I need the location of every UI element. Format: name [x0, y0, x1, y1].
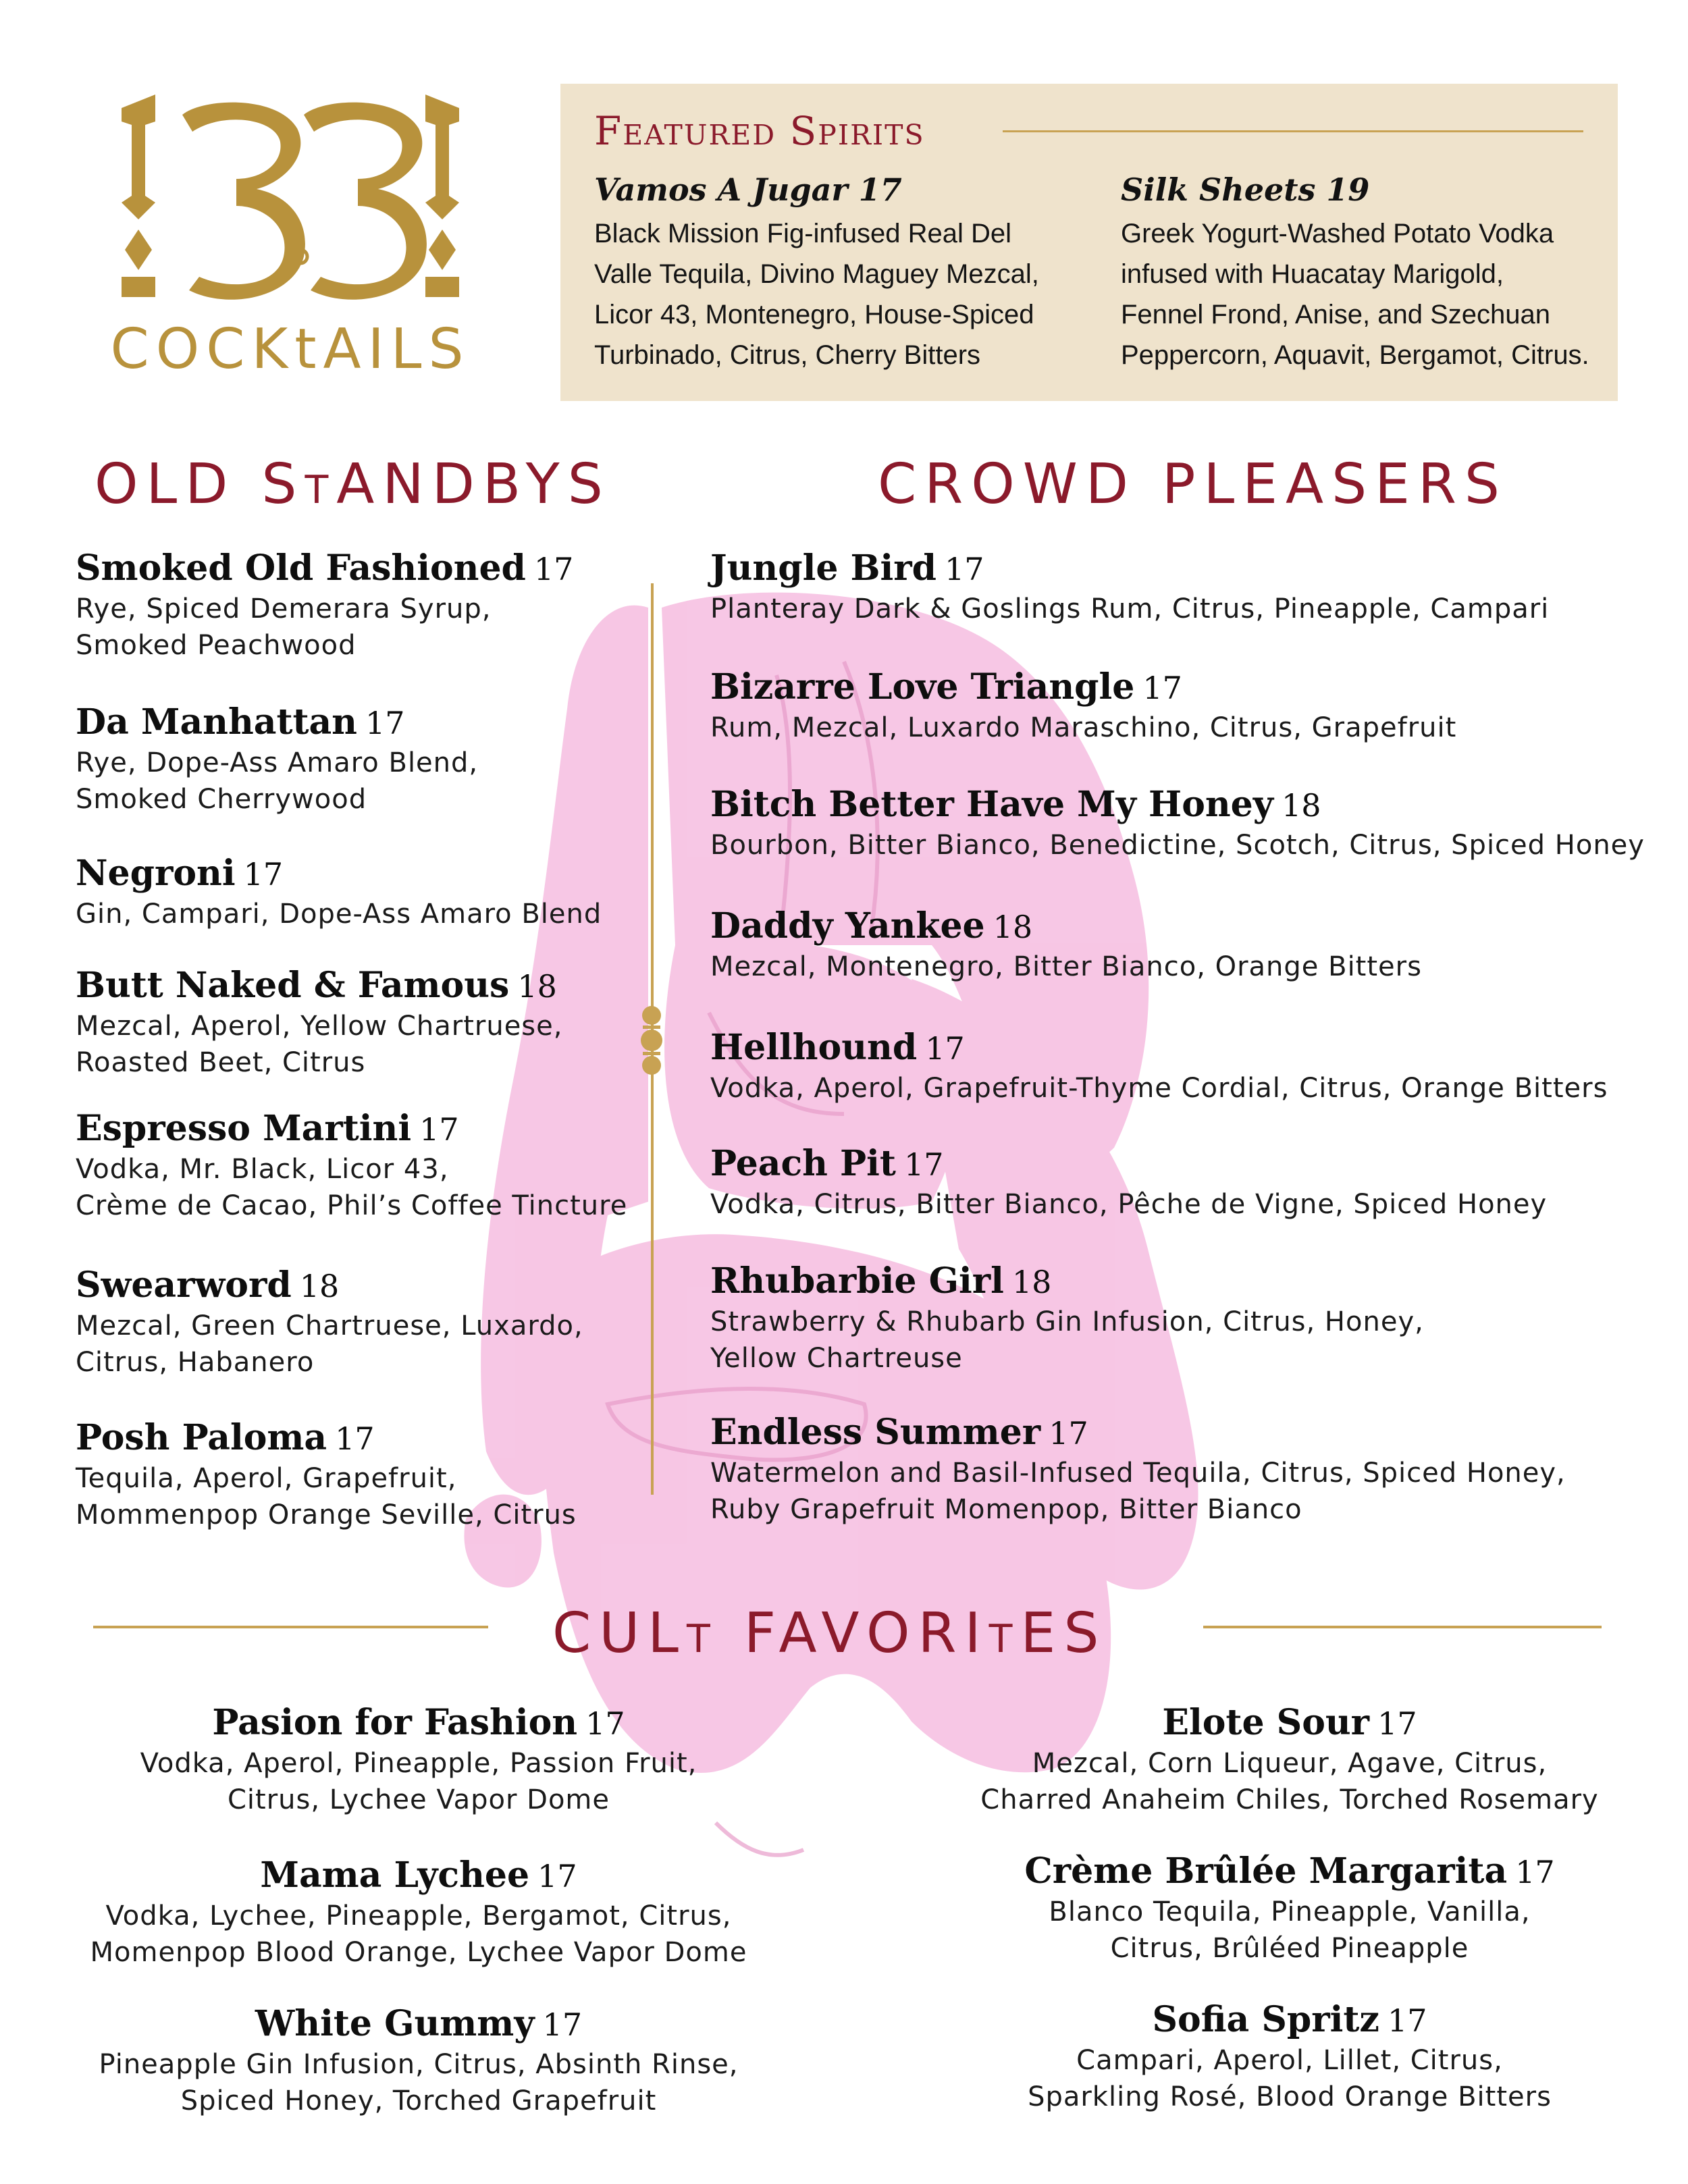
- cocktail-jungle-bird: [710, 547, 1549, 627]
- featured-item-name: Vamos A Jugar 17: [594, 171, 902, 208]
- cocktail-desc: Tequila, Aperol, Grapefruit, Mommenpop Orange Seville, Citrus: [76, 1463, 577, 1530]
- cult-rule-right: [1203, 1626, 1602, 1628]
- cocktail-name: Pasion for Fashion 17: [212, 1702, 625, 1743]
- cocktail-desc: Vodka, Lychee, Pineapple, Bergamot, Citrus, Momenpop Blood Orange, Lychee Vapor Dome: [90, 1900, 747, 1968]
- cocktail-rhubarbie-girl: [710, 1260, 1424, 1377]
- cocktail-negroni: [76, 852, 602, 932]
- cocktail-name: Sofia Spritz 17: [1152, 1999, 1427, 2040]
- cocktail-desc: Mezcal, Montenegro, Bitter Bianco, Orange Bitters: [710, 951, 1422, 982]
- cocktail-desc: Mezcal, Green Chartruese, Luxardo, Citrus, Habanero: [76, 1310, 583, 1378]
- cocktail-name: Hellhound 17: [710, 1027, 965, 1068]
- cocktail-name: Daddy Yankee 18: [710, 905, 1033, 947]
- cocktail-desc: Vodka, Mr. Black, Licor 43, Crème de Cacao, Phil’s Coffee Tincture: [76, 1154, 628, 1221]
- cocktail-white-gummy: [88, 2002, 749, 2119]
- cocktail-espresso-martini: [76, 1107, 627, 1224]
- cult-rule-left: [93, 1626, 488, 1628]
- featured-item-desc: Greek Yogurt-Washed Potato Vodka infused with Huacatay Marigold, Fennel Frond, Anise, and Szechuan Peppercorn, Aquavit, Bergamot, Citrus.: [1121, 219, 1589, 370]
- cocktail-name: Endless Summer 17: [710, 1412, 1088, 1453]
- cocktail-creme-brulee-margarita: [959, 1850, 1620, 1967]
- cocktail-name: Rhubarbie Girl 18: [710, 1260, 1052, 1302]
- cocktail-pasion-for-fashion: [88, 1701, 749, 1818]
- cocktail-name: Negroni 17: [76, 853, 284, 894]
- cocktail-peach-pit: [710, 1142, 1547, 1223]
- cocktail-butt-naked-famous: [76, 964, 562, 1081]
- cocktail-desc: Blanco Tequila, Pineapple, Vanilla, Citrus, Brûléed Pineapple: [1049, 1896, 1531, 1964]
- cocktail-desc: Campari, Aperol, Lillet, Citrus, Sparkling Rosé, Blood Orange Bitters: [1028, 2045, 1552, 2112]
- cocktail-name: Bizarre Love Triangle 17: [710, 666, 1182, 708]
- cocktail-name: Bitch Better Have My Honey 18: [710, 784, 1321, 825]
- cocktail-posh-paloma: [76, 1416, 577, 1533]
- cocktail-sofia-spritz: [959, 1998, 1620, 2115]
- cocktail-desc: Pineapple Gin Infusion, Citrus, Absinth Rinse, Spiced Honey, Torched Grapefruit: [99, 2049, 739, 2116]
- cocktail-name: Butt Naked & Famous 18: [76, 965, 557, 1006]
- crowd-pleasers-heading: CROWD PLEASERS: [878, 452, 1508, 516]
- cocktail-desc: Vodka, Citrus, Bitter Bianco, Pêche de Vigne, Spiced Honey: [710, 1189, 1548, 1220]
- logo: [88, 95, 493, 398]
- cocktail-bizarre-love-triangle: [710, 666, 1456, 746]
- cocktail-name: Mama Lychee 17: [260, 1855, 577, 1896]
- cocktail-name: Crème Brûlée Margarita 17: [1024, 1850, 1555, 1892]
- cult-favorites-heading: CULt FAVORItES: [552, 1601, 1107, 1666]
- cocktail-name: Da Manhattan 17: [76, 701, 405, 743]
- cocktail-desc: Rye, Dope-Ass Amaro Blend, Smoked Cherrywood: [76, 747, 479, 815]
- cocktail-name: Peach Pit 17: [710, 1143, 944, 1184]
- featured-divider: [1003, 130, 1583, 132]
- featured-item: [594, 171, 1067, 375]
- cocktail-desc: Mezcal, Aperol, Yellow Chartruese, Roasted Beet, Citrus: [76, 1011, 563, 1078]
- cocktail-smoked-old-fashioned: [76, 547, 573, 664]
- cocktail-desc: Planteray Dark & Goslings Rum, Citrus, Pineapple, Campari: [710, 593, 1550, 624]
- cocktail-da-manhattan: [76, 701, 478, 818]
- cocktail-desc: Strawberry & Rhubarb Gin Infusion, Citrus, Honey, Yellow Chartreuse: [710, 1306, 1424, 1374]
- cocktail-elote-sour: [959, 1701, 1620, 1818]
- cocktail-endless-summer: [710, 1411, 1566, 1528]
- cocktail-name: Espresso Martini 17: [76, 1108, 459, 1149]
- cocktail-name: Swearword 18: [76, 1264, 340, 1306]
- cocktail-name: Jungle Bird 17: [710, 548, 984, 589]
- cocktail-desc: Rum, Mezcal, Luxardo Maraschino, Citrus, Grapefruit: [710, 712, 1457, 743]
- cocktail-daddy-yankee: [710, 905, 1422, 985]
- cocktail-swearword: [76, 1264, 583, 1381]
- old-standbys-heading: OLD StANDBYS: [95, 452, 611, 516]
- divider-ornament: [635, 1003, 668, 1077]
- cocktail-desc: Bourbon, Bitter Bianco, Benedictine, Scotch, Citrus, Spiced Honey: [710, 830, 1645, 861]
- featured-item-name: Silk Sheets 19: [1121, 171, 1370, 208]
- cocktail-desc: Vodka, Aperol, Pineapple, Passion Fruit, Citrus, Lychee Vapor Dome: [140, 1748, 697, 1815]
- featured-spirits-title: Featured Spirits: [594, 108, 925, 154]
- cocktail-desc: Gin, Campari, Dope-Ass Amaro Blend: [76, 899, 602, 930]
- logo-wordmark: COCKtAILS: [110, 317, 471, 381]
- cocktail-name: Elote Sour 17: [1162, 1702, 1417, 1743]
- cocktail-desc: Vodka, Aperol, Grapefruit-Thyme Cordial, Citrus, Orange Bitters: [710, 1073, 1608, 1104]
- cocktail-name: Posh Paloma 17: [76, 1417, 375, 1458]
- cocktail-mama-lychee: [88, 1854, 749, 1971]
- cocktail-bitch-better-have-my-honey: [710, 783, 1645, 863]
- cocktail-desc: Watermelon and Basil-Infused Tequila, Citrus, Spiced Honey, Ruby Grapefruit Momenpop, Bitter Bianco: [710, 1458, 1566, 1525]
- featured-item: [1121, 171, 1593, 375]
- featured-item-desc: Black Mission Fig-infused Real Del Valle Tequila, Divino Maguey Mezcal, Licor 43, Montenegro, House-Spiced Turbinado, Citrus, Cherry Bitters: [594, 219, 1039, 370]
- cocktail-name: Smoked Old Fashioned 17: [76, 548, 574, 589]
- cocktail-desc: Mezcal, Corn Liqueur, Agave, Citrus, Charred Anaheim Chiles, Torched Rosemary: [980, 1748, 1599, 1815]
- cocktail-name: White Gummy 17: [255, 2003, 583, 2044]
- cocktail-hellhound: [710, 1026, 1608, 1107]
- cocktail-desc: Rye, Spiced Demerara Syrup, Smoked Peachwood: [76, 593, 492, 661]
- featured-spirits-box: [560, 84, 1618, 401]
- logo-number-mark: [108, 95, 473, 311]
